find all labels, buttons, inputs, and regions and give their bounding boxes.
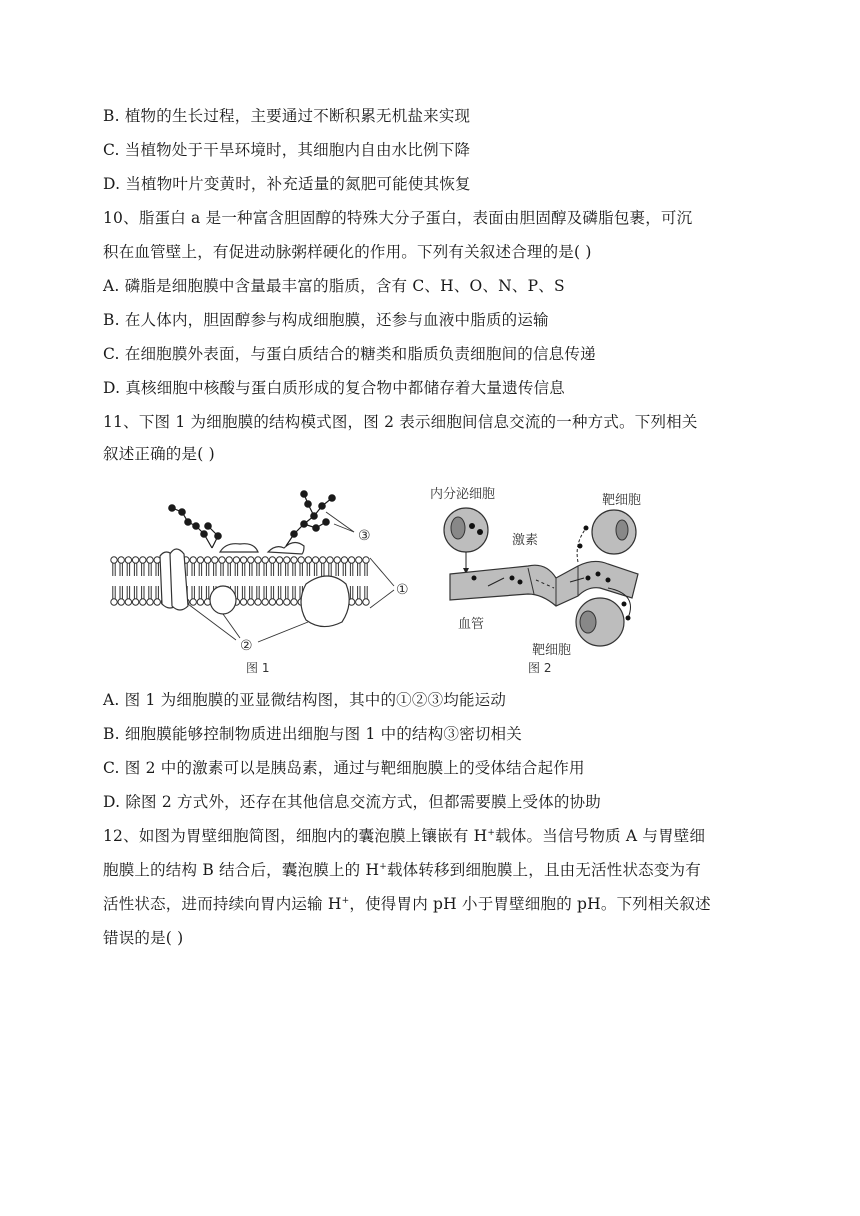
vessel-label: 血管 <box>458 617 485 632</box>
figure-2-caption: 图 2 <box>528 661 552 675</box>
figure-1-membrane <box>108 482 420 678</box>
hormone-label: 激素 <box>512 533 539 548</box>
question-10-stem-2: 积在血管壁上，有促进动脉粥样硬化的作用。下列有关叙述合理的是( ) <box>103 243 592 261</box>
option-10a: A. 磷脂是细胞膜中含量最丰富的脂质，含有 C、H、O、N、P、S <box>103 277 565 295</box>
question-12-stem-4: 错误的是( ) <box>103 929 184 947</box>
option-10c: C. 在细胞膜外表面，与蛋白质结合的糖类和脂质负责细胞间的信息传递 <box>103 345 596 363</box>
question-10-stem-1: 10、脂蛋白 a 是一种富含胆固醇的特殊大分子蛋白，表面由胆固醇及磷脂包裹，可沉 <box>103 209 693 227</box>
target-cell-top <box>592 510 636 554</box>
option-10d: D. 真核细胞中核酸与蛋白质形成的复合物中都储存着大量遗传信息 <box>103 379 565 397</box>
target-cell-top-label: 靶细胞 <box>602 493 642 508</box>
target-cell-bottom-label: 靶细胞 <box>532 643 572 658</box>
glycocalyx <box>169 491 335 548</box>
option-9d: D. 当植物叶片变黄时，补充适量的氮肥可能使其恢复 <box>103 175 471 193</box>
question-12-stem-3: 活性状态，进而持续向胃内运输 H+，使得胃内 pH 小于胃壁细胞的 pH。下列相关叙述 <box>103 895 711 913</box>
question-11-stem-2: 叙述正确的是( ) <box>103 445 215 463</box>
option-11a: A. 图 1 为细胞膜的亚显微结构图，其中的①②③均能运动 <box>103 691 507 709</box>
large-protein <box>301 576 349 627</box>
question-12-stem-1: 12、如图为胃壁细胞简图，细胞内的囊泡膜上镶嵌有 H+载体。当信号物质 A 与胃壁细 <box>103 827 706 845</box>
endocrine-cell-label: 内分泌细胞 <box>430 487 496 502</box>
option-11d: D. 除图 2 方式外，还存在其他信息交流方式，但都需要膜上受体的协助 <box>103 793 601 811</box>
question-12-stem-2: 胞膜上的结构 B 结合后，囊泡膜上的 H+载体转移到细胞膜上，且由无活性状态变为有 <box>103 861 701 879</box>
option-11b: B. 细胞膜能够控制物质进出细胞与图 1 中的结构③密切相关 <box>103 725 522 743</box>
option-10b: B. 在人体内，胆固醇参与构成细胞膜，还参与血液中脂质的运输 <box>103 311 549 329</box>
label-2: ② <box>240 638 253 654</box>
surface-protein <box>220 544 258 552</box>
embedded-protein <box>210 586 236 614</box>
figure-1-caption: 图 1 <box>246 661 270 675</box>
question-11-stem-1: 11、下图 1 为细胞膜的结构模式图，图 2 表示细胞间信息交流的一种方式。下列相关 <box>103 413 698 431</box>
label-1: ① <box>396 582 409 598</box>
figure-2-signaling <box>428 482 660 678</box>
option-9c: C. 当植物处于干旱环境时，其细胞内自由水比例下降 <box>103 141 471 159</box>
option-9b: B. 植物的生长过程，主要通过不断积累无机盐来实现 <box>103 107 471 125</box>
option-11c: C. 图 2 中的激素可以是胰岛素，通过与靶细胞膜上的受体结合起作用 <box>103 759 585 777</box>
label-3: ③ <box>358 528 371 544</box>
